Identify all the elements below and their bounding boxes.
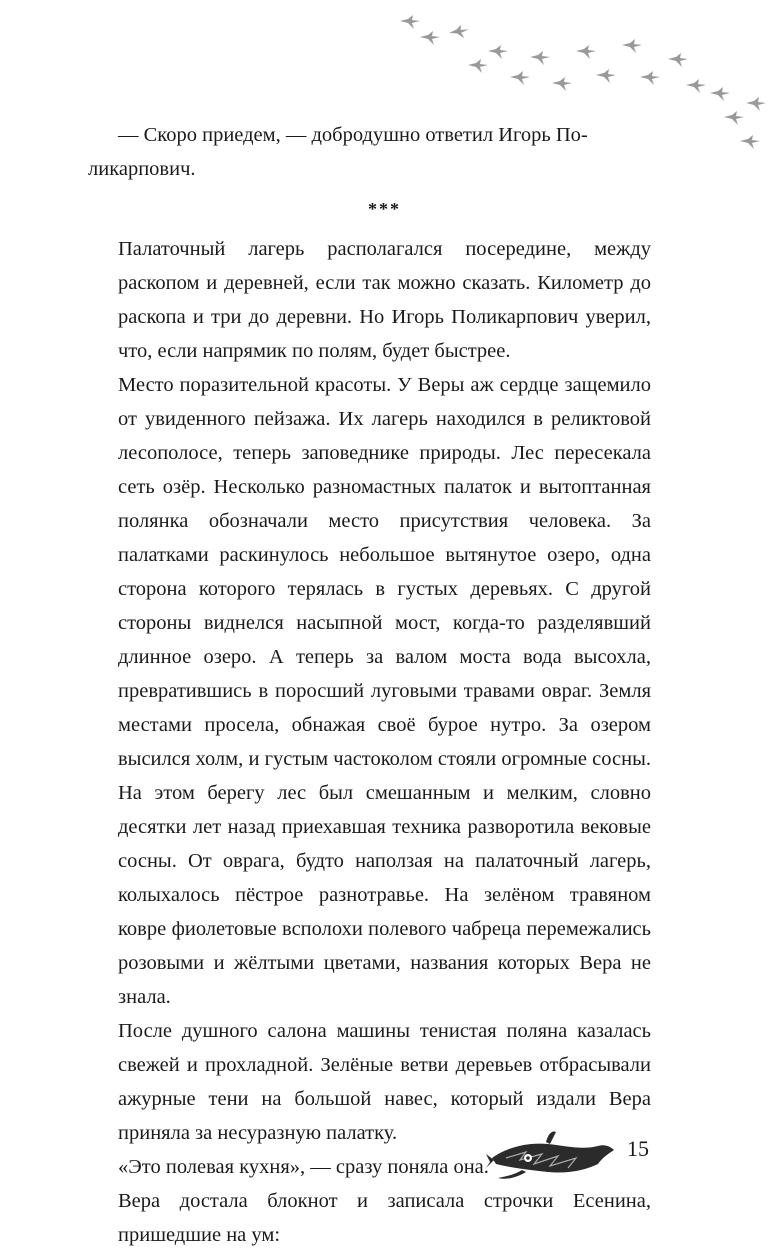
section-separator: ***	[368, 199, 401, 219]
dialogue-line-part-2: ликарпович.	[88, 158, 196, 180]
paragraph: Вера достала блокнот и записала строчки Есенина, пришедшие на ум:	[118, 1190, 651, 1246]
dialogue-line-part-1: — Скоро приедем, — добродушно ответил Игорь По-	[118, 124, 588, 146]
paragraph: После душного салона машины тенистая поляна казалась свежей и прохладной. Зелёные ветви деревьев отбрасывали ажурные тени на большой навес, который издали Вера приняла за несуразную палатку.	[118, 1020, 651, 1144]
paragraph: Палаточный лагерь располагался посередине, между раскопом и деревней, если так можно сказать. Километр до раскопа и три до деревни. Но Игорь Поликарпович уверил, что, если напрямик по полям, будет быстрее.	[118, 238, 651, 362]
dialogue-line	[88, 118, 651, 186]
paragraph: «Это полевая кухня», — сразу поняла она.	[118, 1156, 489, 1178]
page-number: 15	[627, 1136, 649, 1161]
paragraph: Место поразительной красоты. У Веры аж сердце защемило от увиденного пейзажа. Их лагерь находился в реликтовой лесополосе, теперь заповеднике природы. Лес пересекала сеть озёр. Несколько разномастных палаток и вытоптанная полянка обозначали место присутствия человека. За палатками раскинулось небольшое вытянутое озеро, одна сторона которого терялась в густых деревьях. С другой стороны виднелся насыпной мост, когда-то разделявший длинное озеро. А теперь за валом моста вода высохла, превратившись в поросший луговыми травами овраг. Земля местами просела, обнажая своё бурое нутро. За озером высился холм, и густым частоколом стояли огромные сосны. На этом берегу лес был смешанным и мелким, словно десятки лет назад приехавшая техника разворотила вековые сосны. От оврага, будто наползая на палаточный лагерь, колыхалось пёстрое разнотравье. На зелёном травяном ковре фиолетовые всполохи полевого чабреца перемежались розовыми и жёлтыми цветами, названия которых Вера не знала.	[118, 374, 651, 1008]
body-text	[88, 118, 651, 1252]
fish-bird-icon	[486, 1124, 620, 1184]
